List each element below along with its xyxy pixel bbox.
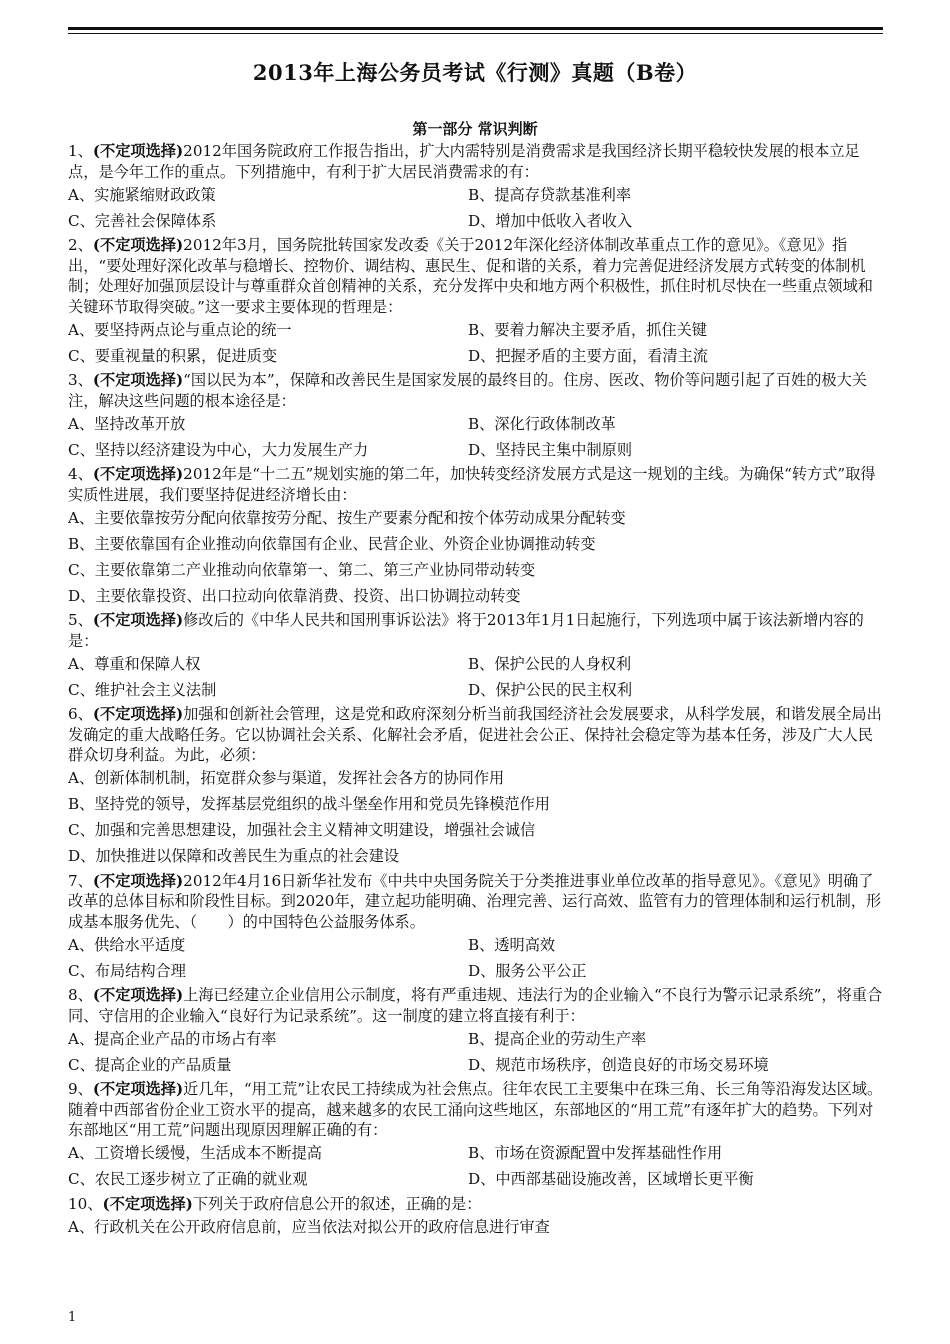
question-number: 2、 xyxy=(68,236,93,254)
option-row xyxy=(68,343,883,369)
question-number: 10、 xyxy=(68,1194,103,1213)
answer-option: A、提高企业产品的市场占有率 xyxy=(68,1029,277,1048)
answer-option: D、保护公民的民主权利 xyxy=(468,680,633,699)
answer-option: A、主要依靠按劳分配向依靠按劳分配、按生产要素分配和按个体劳动成果分配转变 xyxy=(68,508,626,527)
question-item xyxy=(68,1194,883,1241)
answer-option: C、主要依靠第二产业推动向依靠第一、第二、第三产业协同带动转变 xyxy=(68,560,536,579)
question-number: 7、 xyxy=(68,871,93,890)
option-row xyxy=(68,958,883,984)
question-item xyxy=(68,141,883,234)
question-number: 9、 xyxy=(68,1080,93,1098)
question-list xyxy=(68,140,883,1240)
question-stem xyxy=(68,1079,883,1141)
answer-option: B、要着力解决主要矛盾，抓住关键 xyxy=(468,320,707,339)
answer-option: A、坚持改革开放 xyxy=(68,414,186,433)
option-row xyxy=(68,317,883,343)
question-number: 4、 xyxy=(68,465,93,483)
question-type-tag: (不定项选择) xyxy=(92,236,184,254)
question-item xyxy=(68,704,883,870)
question-stem xyxy=(68,141,883,182)
document-title: 2013年上海公务员考试《行测》真题（B卷） xyxy=(252,60,698,85)
answer-option: C、农民工逐步树立了正确的就业观 xyxy=(68,1170,308,1189)
question-item xyxy=(68,464,883,609)
answer-option: A、要坚持两点论与重点论的统一 xyxy=(68,320,292,339)
answer-option: B、提高企业的劳动生产率 xyxy=(468,1029,647,1048)
option-row xyxy=(68,437,883,463)
question-number: 1、 xyxy=(68,142,93,160)
question-type-tag: (不定项选择) xyxy=(92,1080,184,1098)
answer-option: A、实施紧缩财政政策 xyxy=(68,185,216,204)
question-number: 6、 xyxy=(68,705,93,723)
question-number: 5、 xyxy=(68,611,93,629)
option-row xyxy=(68,651,883,677)
answer-option: D、坚持民主集中制原则 xyxy=(468,440,633,459)
answer-option: C、加强和完善思想建设，加强社会主义精神文明建设，增强社会诚信 xyxy=(68,821,536,840)
question-text: 2012年是“十二五”规划实施的第二年，加快转变经济发展方式是这一规划的主线。为确保“转方式”取得实质性进展，我们要坚持促进经济增长由： xyxy=(68,465,876,504)
answer-option: D、把握矛盾的主要方面，看清主流 xyxy=(468,346,708,365)
option-row xyxy=(68,677,883,703)
answer-option: A、尊重和保障人权 xyxy=(68,654,201,673)
question-stem xyxy=(68,370,883,411)
question-stem xyxy=(68,464,883,505)
answer-option: D、规范市场秩序，创造良好的市场交易环境 xyxy=(468,1055,769,1074)
section-heading: 第一部分 常识判断 xyxy=(412,120,538,138)
answer-option: B、提高存贷款基准利率 xyxy=(468,185,632,204)
answer-option: C、坚持以经济建设为中心，大力发展生产力 xyxy=(68,440,369,459)
question-text: 2012年4月16日新华社发布《中共中央国务院关于分类推进事业单位改革的指导意见》。《意见》明确了改革的总体目标和阶段性目标。到2020年，建立起功能明确、治理完善、运行高效、监管有力的管理体制和运行机制，形成基本服务优先、（ ）的中国特色公益服务体系。 xyxy=(68,871,882,931)
answer-option: B、市场在资源配置中发挥基础性作用 xyxy=(468,1144,723,1163)
option-row xyxy=(68,208,883,234)
answer-option: D、服务公平公正 xyxy=(468,961,587,980)
answer-option: A、供给水平适度 xyxy=(68,935,186,954)
question-text: 加强和创新社会管理，这是党和政府深刻分析当前我国经济社会发展要求，从科学发展，和谐发展全局出发确定的重大战略任务。它以协调社会关系、化解社会矛盾，促进社会公正、保持社会稳定等为基本任务，涉及广大人民群众切身利益。为此，必须： xyxy=(68,705,882,764)
question-type-tag: (不定项选择) xyxy=(92,705,184,723)
answer-option: C、完善社会保障体系 xyxy=(68,211,217,230)
option-row xyxy=(68,1167,883,1193)
option-row xyxy=(68,182,883,208)
question-text: 修改后的《中华人民共和国刑事诉讼法》将于2013年1月1日起施行，下列选项中属于该法新增内容的是： xyxy=(68,611,864,650)
answer-option: C、要重视量的积累，促进质变 xyxy=(68,346,278,365)
question-number: 8、 xyxy=(68,986,93,1004)
question-stem xyxy=(68,985,883,1026)
option-row xyxy=(68,1141,883,1167)
question-text: 上海已经建立企业信用公示制度，将有严重违规、违法行为的企业输入“不良行为警示记录系统”，将重合同、守信用的企业输入“良好行为记录系统”。这一制度的建立将直接有利于： xyxy=(68,986,883,1025)
question-stem xyxy=(68,871,883,933)
question-item xyxy=(68,610,883,703)
answer-option: B、深化行政体制改革 xyxy=(468,414,616,433)
question-item xyxy=(68,871,883,985)
question-type-tag: (不定项选择) xyxy=(92,465,184,483)
question-number: 3、 xyxy=(68,371,93,389)
question-stem xyxy=(68,704,883,766)
answer-option: D、增加中低收入者收入 xyxy=(468,211,633,230)
question-item xyxy=(68,235,883,369)
answer-option: A、创新体制机制，拓宽群众参与渠道，发挥社会各方的协同作用 xyxy=(68,769,505,788)
question-type-tag: (不定项选择) xyxy=(102,1194,193,1213)
question-stem xyxy=(68,1194,883,1215)
answer-option: C、布局结构合理 xyxy=(68,961,186,980)
question-text: “国以民为本”，保障和改善民生是国家发展的最终目的。住房、医改、物价等问题引起了百姓的极大关注，解决这些问题的根本途径是： xyxy=(68,371,867,410)
answer-option: A、行政机关在公开政府信息前，应当依法对拟公开的政府信息进行审查 xyxy=(68,1217,550,1236)
answer-option: A、工资增长缓慢，生活成本不断提高 xyxy=(68,1144,322,1163)
question-item xyxy=(68,370,883,463)
page-number: 1 xyxy=(68,1310,77,1325)
answer-option: D、加快推进以保障和改善民生为重点的社会建设 xyxy=(68,847,400,866)
option-row xyxy=(68,1052,883,1078)
answer-option: B、保护公民的人身权利 xyxy=(468,654,632,673)
question-stem xyxy=(68,610,883,651)
question-type-tag: (不定项选择) xyxy=(92,611,184,629)
question-type-tag: (不定项选择) xyxy=(92,371,184,389)
answer-option: B、坚持党的领导，发挥基层党组织的战斗堡垒作用和党员先锋模范作用 xyxy=(68,795,550,814)
question-text: 下列关于政府信息公开的叙述，正确的是： xyxy=(192,1194,482,1213)
question-item xyxy=(68,985,883,1078)
question-stem xyxy=(68,235,883,317)
question-text: 近几年，“用工荒”让农民工持续成为社会焦点。往年农民工主要集中在珠三角、长三角等沿海发达区域。随着中西部省份企业工资水平的提高，越来越多的农民工涌向这些地区，东部地区的“用工荒”有逐年扩大的趋势。下列对东部地区“用工荒”问题出现原因理解正确的有： xyxy=(68,1080,883,1139)
option-row xyxy=(68,411,883,437)
answer-option: C、维护社会主义法制 xyxy=(68,680,217,699)
option-row xyxy=(68,932,883,958)
question-type-tag: (不定项选择) xyxy=(92,142,184,160)
question-item xyxy=(68,1079,883,1193)
answer-option: B、主要依靠国有企业推动向依靠国有企业、民营企业、外资企业协调推动转变 xyxy=(68,534,596,553)
answer-option: B、透明高效 xyxy=(468,935,556,954)
answer-option: D、中西部基础设施改善，区域增长更平衡 xyxy=(468,1170,754,1189)
question-type-tag: (不定项选择) xyxy=(92,986,184,1004)
question-text: 2012年国务院政府工作报告指出，扩大内需特别是消费需求是我国经济长期平稳较快发展的根本立足点，是今年工作的重点。下列措施中，有利于扩大居民消费需求的有： xyxy=(68,142,860,181)
question-type-tag: (不定项选择) xyxy=(92,871,184,890)
header-rule-thin xyxy=(68,33,883,34)
answer-option: D、主要依靠投资、出口拉动向依靠消费、投资、出口协调拉动转变 xyxy=(68,586,521,605)
question-text: 2012年3月，国务院批转国家发改委《关于2012年深化经济体制改革重点工作的意见》。《意见》指出，“要处理好深化改革与稳增长、控物价、调结构、惠民生、促和谐的关系，着力完善促进经济发展方式转变的体制机制；处理好加强顶层设计与尊重群众首创精神的关系，充分发挥中央和地方两个积极性，抓住时机尽快在一些重点领域和关键环节取得突破。”这一要求主要体现的哲理是： xyxy=(68,236,873,316)
answer-option: C、提高企业的产品质量 xyxy=(68,1055,232,1074)
header-rule-thick xyxy=(68,27,883,30)
option-row xyxy=(68,1026,883,1052)
